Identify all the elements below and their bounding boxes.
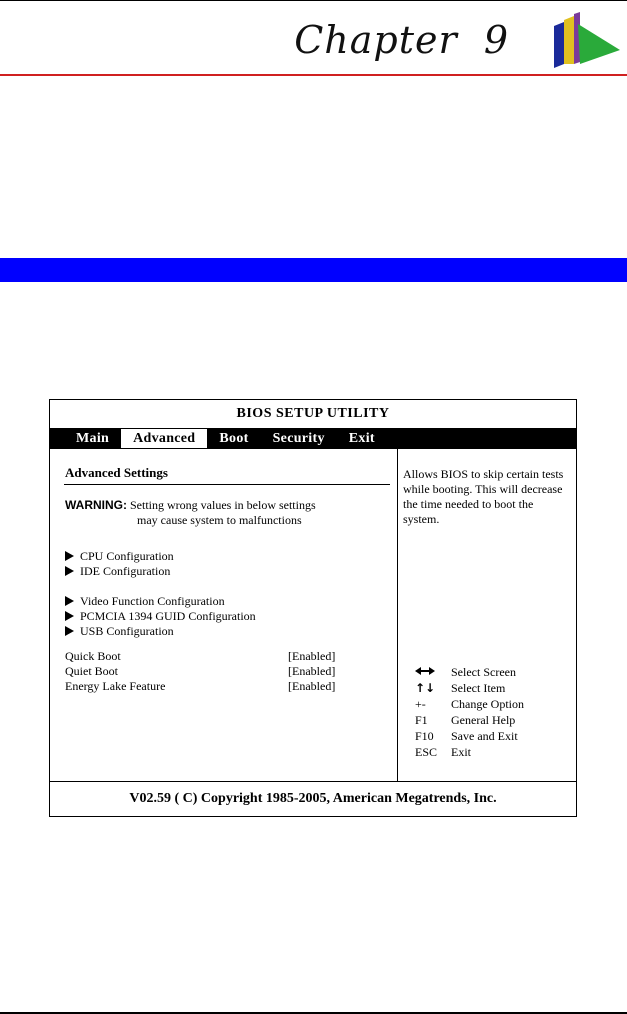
tab-main[interactable]: Main [76,431,110,446]
key-row-save-exit: F10 Save and Exit [415,729,518,743]
header-rule [0,74,627,76]
submenu-usb-configuration[interactable]: USB Configuration [65,624,174,639]
submenu-arrow-icon [65,611,74,621]
bios-screenshot [49,399,577,817]
submenu-arrow-icon [65,551,74,561]
settings-pane [50,449,398,781]
warning-line-1: Setting wrong values in below settings [130,498,316,512]
bios-body [50,449,576,781]
setting-value[interactable]: [Enabled] [288,649,336,663]
chapter-title [294,18,509,62]
bios-title: BIOS SETUP UTILITY [236,406,390,421]
help-text: Allows BIOS to skip certain tests while booting. This will decrease the time needed to boot the system. [403,467,564,526]
submenu-arrow-icon [65,596,74,606]
chapter-number: 9 [483,18,509,62]
tab-exit[interactable]: Exit [348,431,375,446]
key-row-general-help: F1 General Help [415,713,516,727]
warning-label: WARNING: [65,498,127,512]
left-right-arrows-icon [415,664,451,680]
chapter-label: Chapter [294,18,458,62]
key-row-select-item: ↑↓ Select Item [415,681,506,695]
setting-value[interactable]: [Enabled] [288,664,336,678]
warning-line-2: may cause system to malfunctions [137,513,302,527]
section-band [0,258,627,282]
top-rule [0,0,627,1]
setting-quick-boot[interactable] [65,649,365,664]
heading-rule [64,484,390,485]
help-pane [398,449,576,781]
setting-energy-lake-feature[interactable] [65,679,365,694]
chapter-logo-icon [550,12,622,70]
submenu-cpu-configuration[interactable]: CPU Configuration [65,549,174,564]
bios-footer: V02.59 ( C) Copyright 1985-2005, American Megatrends, Inc. [50,781,576,818]
submenu-arrow-icon [65,626,74,636]
key-row-select-screen: Select Screen [415,664,524,680]
submenu-pcmcia-1394-guid-configuration[interactable]: PCMCIA 1394 GUID Configuration [65,609,256,624]
submenu-video-function-configuration[interactable]: Video Function Configuration [65,594,225,609]
up-down-arrows-icon: ↑↓ [415,681,436,695]
setting-label: Quick Boot [65,649,121,663]
key-legend [415,664,524,760]
tab-advanced[interactable]: Advanced [121,429,207,448]
key-row-exit: ESC Exit [415,745,471,759]
setting-label: Energy Lake Feature [65,679,166,693]
setting-label: Quiet Boot [65,664,118,678]
submenu-arrow-icon [65,566,74,576]
bios-menubar [50,428,576,449]
tab-boot[interactable]: Boot [219,431,249,446]
section-heading: Advanced Settings [65,465,168,480]
setting-value[interactable]: [Enabled] [288,679,336,693]
submenu-ide-configuration[interactable]: IDE Configuration [65,564,170,579]
tab-security[interactable]: Security [272,431,325,446]
warning-message [65,498,316,528]
key-row-change-option: +- Change Option [415,697,524,711]
setting-quiet-boot[interactable] [65,664,365,679]
